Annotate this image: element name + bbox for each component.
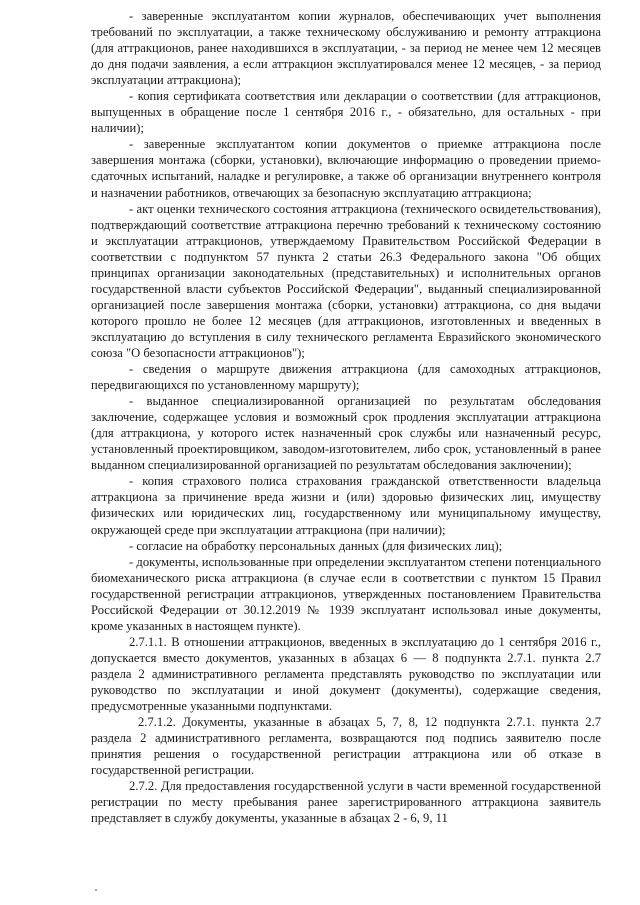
paragraph-certificate-copy: - копия сертификата соответствия или декларации о соответствии (для аттракционов, выпущенных в обращение после 1 сентября 2016 г., - обязательно, для остальных - при наличии); <box>91 89 601 136</box>
paragraph-insurance-policy: - копия страхового полиса страхования гражданской ответственности владельца аттракциона за причинение вреда жизни и (или) здоровью физических лиц, имуществу физических или юридических лиц, государственному или муниципальному имуществу, окружающей среде при эксплуатации аттракциона (при наличии); <box>91 474 601 537</box>
paragraph-risk-documents: - документы, использованные при определении эксплуатантом степени потенциального биомеханического риска аттракциона (в случае если в соответствии с пунктом 15 Правил государственной регистрации аттракционов, утвержденных постановлением Правительства Российской Федерации от 30.12.2019 № 1939 эксплуатант использовал иные документы, кроме указанных в настоящем пункте). <box>91 554 601 633</box>
paragraph-2-7-1-2: 2.7.1.2. Документы, указанные в абзацах 5, 7, 8, 12 подпункта 2.7.1. пункта 2.7 раздела 2 административного регламента, возвращаются под подпись заявителю после принятия решения о государственной регистрации аттракциона или об отказе в государственной регистрации. <box>91 715 601 778</box>
paragraph-technical-assessment-act: - акт оценки технического состояния аттракциона (технического освидетельствования), подтверждающий соответствие аттракциона перечню требований к техническому состоянию и эксплуатации аттракционов, утверждаемому Правительством Российской Федерации в соответствии с подпунктом 57 пункта 2 статьи 26.3 Федерального закона "Об общих принципах организации законодательных (представительных) и исполнительных органов государственной власти субъектов Российской Федерации", выданный специализированной организацией после завершения монтажа (сборки, установки) аттракциона, со дня выдачи которого прошло не более 12 месяцев (для аттракционов, изготовленных и введенных в эксплуатацию до вступления в силу технического регламента Евразийского экономического союза "О безопасности аттракционов"); <box>91 201 601 360</box>
paragraph-acceptance-documents: - заверенные эксплуатантом копии документов о приемке аттракциона после завершения монтажа (сборки, установки), включающие информацию о проведении приемо-сдаточных испытаний, наладке и регулировке, а также об организации внутреннего контроля и назначении работников, отвечающих за безопасную эксплуатацию аттракциона; <box>91 137 601 200</box>
paragraph-2-7-2: 2.7.2. Для предоставления государственной услуги в части временной государственной регистрации по месту пребывания ранее зарегистрированного аттракциона заявитель представляет в службу документы, указанные в абзацах 2 - 6, 9, 11 <box>91 779 601 826</box>
paragraph-2-7-1-1: 2.7.1.1. В отношении аттракционов, введенных в эксплуатацию до 1 сентября 2016 г., допускается вместо документов, указанных в абзацах 6 — 8 подпункта 2.7.1. пункта 2.7 раздела 2 административного регламента представлять руководство по эксплуатации или руководство по эксплуатации и иной документ (документы), содержащие сведения, предусмотренные указанными подпунктами. <box>91 634 601 714</box>
paragraph-inspection-conclusion: - выданное специализированной организацией по результатам обследования заключение, содержащее условия и возможный срок продления эксплуатации аттракциона (для аттракциона, у которого истек назначенный срок службы или назначенный ресурс, установленный проектировщиком, заводом-изготовителем, либо срок, установленный в ранее выданном специализированной организацией по результатам обследования заключении); <box>91 394 601 473</box>
paragraph-personal-data-consent: - согласие на обработку персональных данных (для физических лиц); <box>129 538 503 553</box>
paragraph-journal-copies: - заверенные эксплуатантом копии журналов, обеспечивающих учет выполнения требований по эксплуатации, а также техническому обслуживанию и ремонту аттракциона (для аттракционов, ранее находившихся в эксплуатации, - за период не менее чем 12 месяцев до дня подачи заявления, а если аттракцион эксплуатировался менее 12 месяцев, - за период эксплуатации аттракциона); <box>91 9 601 88</box>
scan-speck <box>95 889 97 891</box>
document-body <box>91 0 601 826</box>
paragraph-route-info: - сведения о маршруте движения аттракциона (для самоходных аттракционов, передвигающихся по установленному маршруту); <box>91 362 601 393</box>
